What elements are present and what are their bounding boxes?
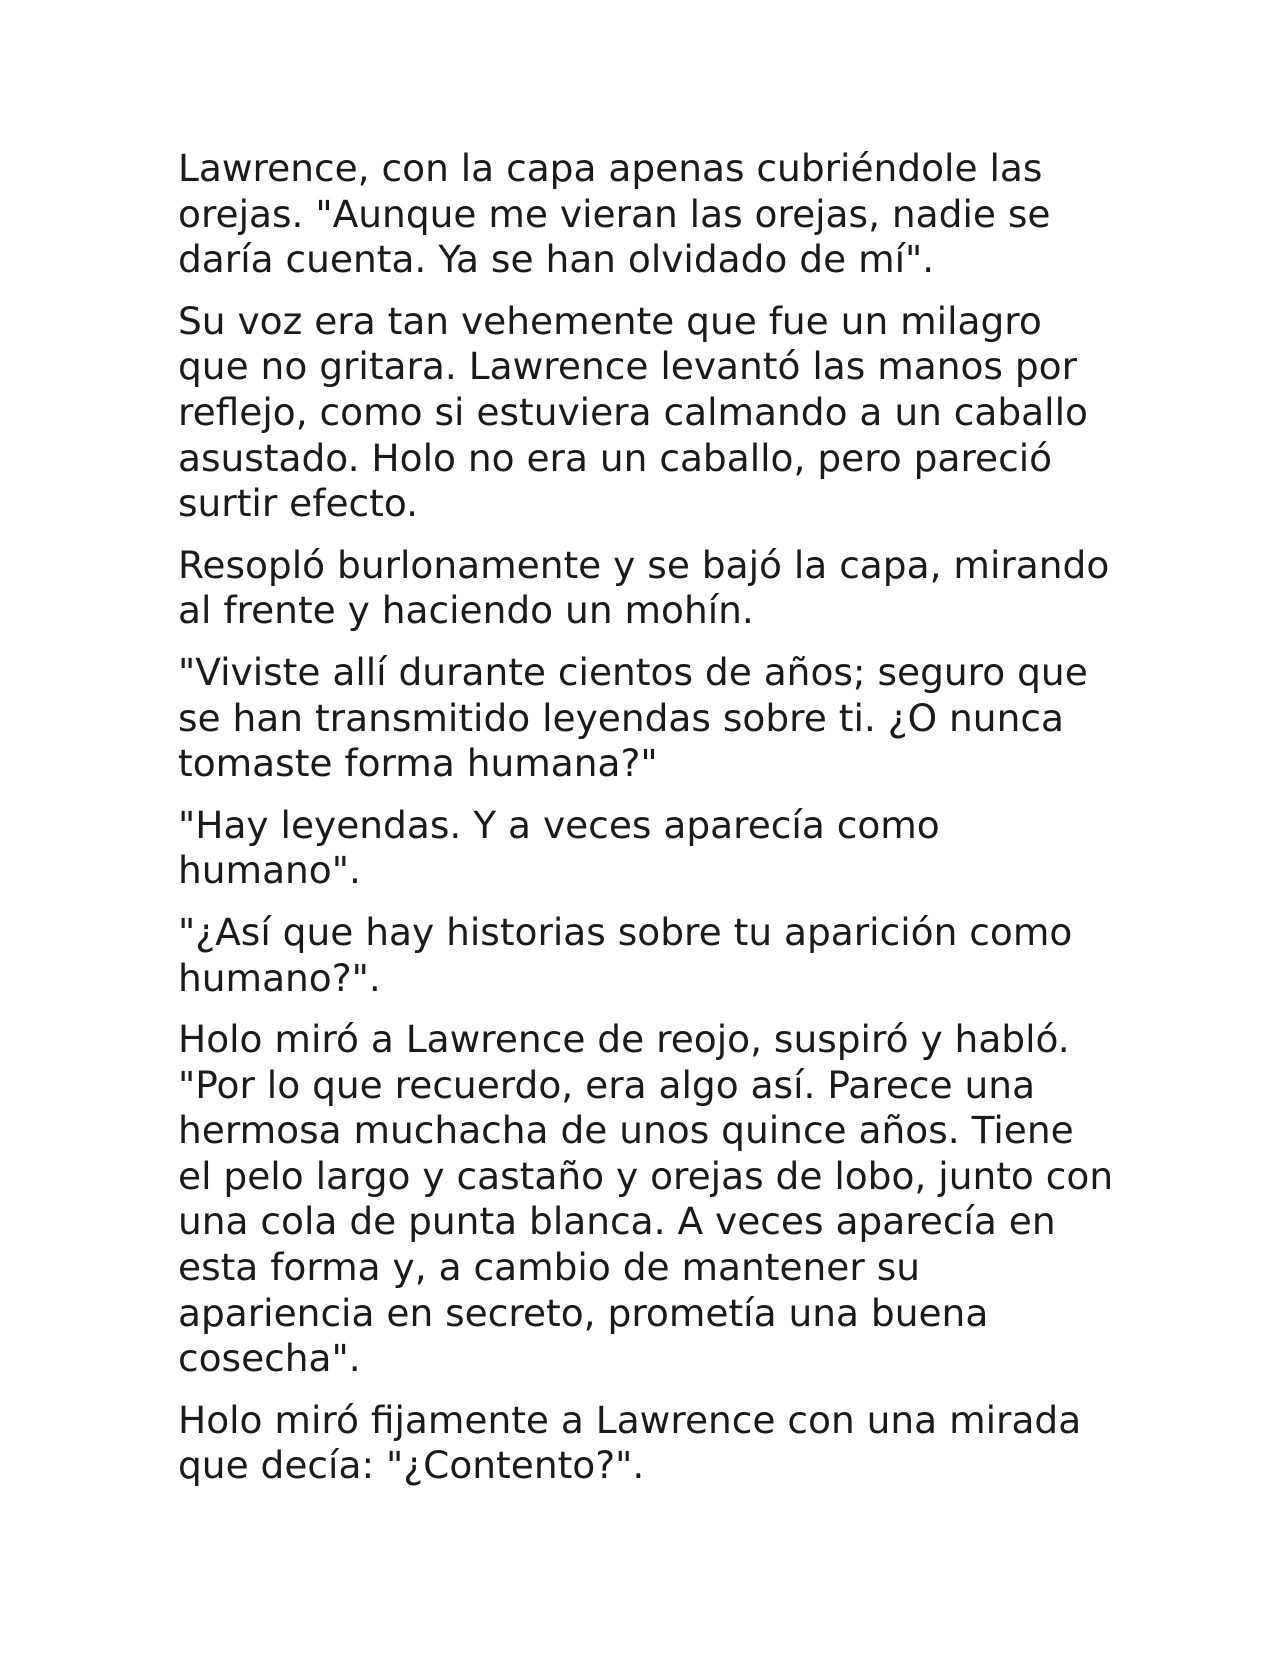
paragraph: "¿Así que hay historias sobre tu aparición como humano?". [178, 909, 1073, 1000]
paragraph: "Hay leyendas. Y a veces aparecía como humano". [178, 802, 940, 893]
paragraph: Holo miró fijamente a Lawrence con una mirada que decía: "¿Contento?". [178, 1397, 1082, 1488]
paragraph: Resopló burlonamente y se bajó la capa, mirando al frente y haciendo un mohín. [178, 542, 1110, 633]
paragraph: Holo miró a Lawrence de reojo, suspiró y habló. "Por lo que recuerdo, era algo así. Parece una hermosa muchacha de unos quince años. Tiene el pelo largo y castaño y orejas de lobo, junto con una cola de punta blanca. A veces aparecía en esta forma y, a cambio de mantener su apariencia en secreto, prometía una buena cosecha". [178, 1017, 1114, 1381]
document-page [178, 146, 1118, 1505]
paragraph: Su voz era tan vehemente que fue un milagro que no gritara. Lawrence levantó las manos por reflejo, como si estuviera calmando a un caballo asustado. Holo no era un caballo, pero pareció surtir efecto. [178, 298, 1088, 526]
paragraph: "Viviste allí durante cientos de años; seguro que se han transmitido leyendas sobre ti. ¿O nunca tomaste forma humana?" [178, 649, 1088, 786]
paragraph: Lawrence, con la capa apenas cubriéndole las orejas. "Aunque me vieran las orejas, nadie se daría cuenta. Ya se han olvidado de mí". [178, 146, 1051, 282]
